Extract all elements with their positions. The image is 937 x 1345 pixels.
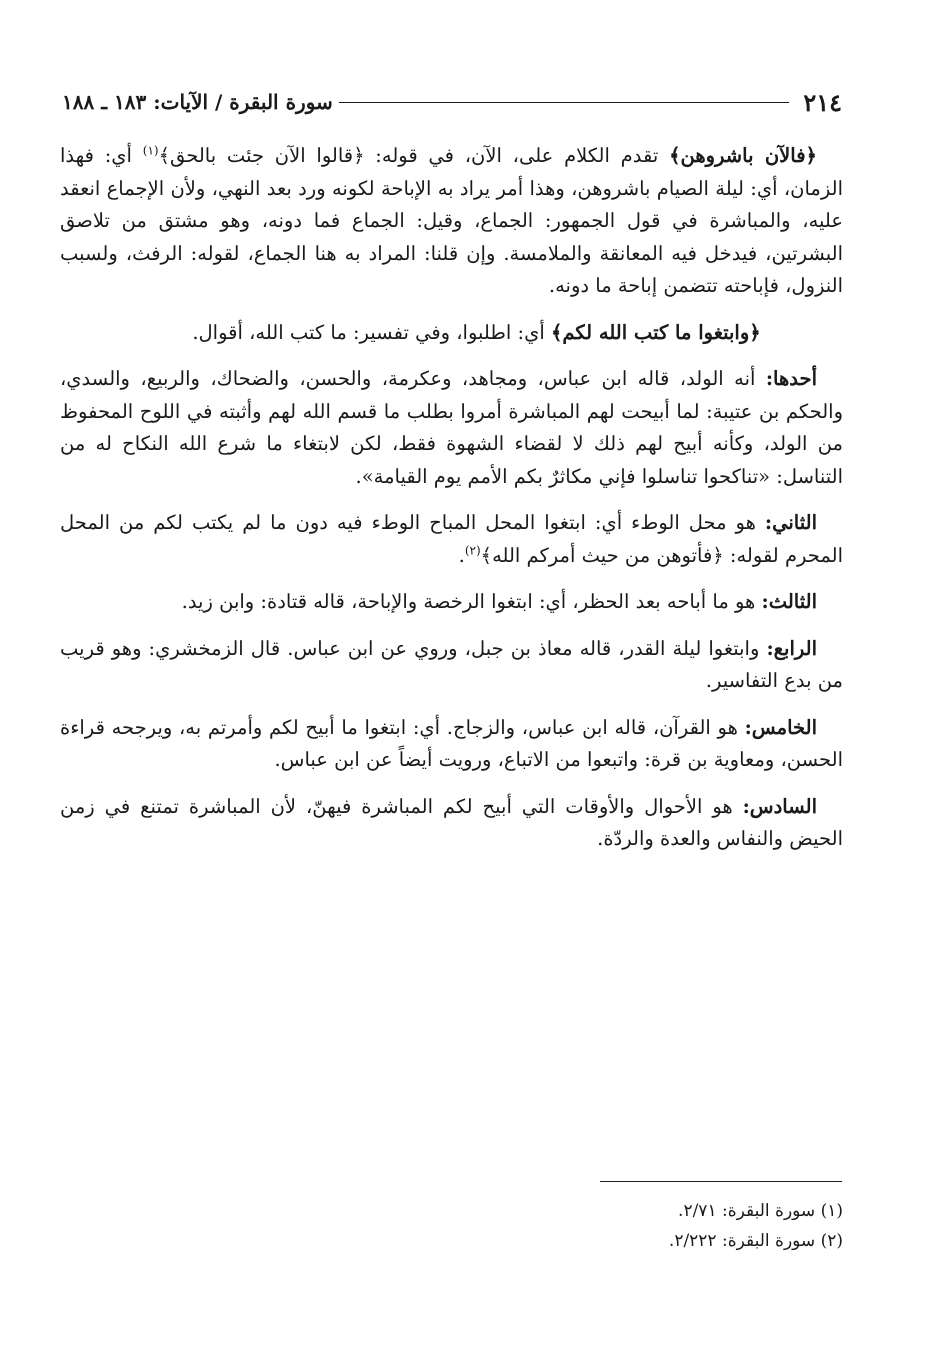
paragraph-fal-an (60, 140, 843, 303)
paragraph-text: أنه الولد، قاله ابن عباس، ومجاهد، وعكرمة، والحسن، والضحاك، والربيع، والسدي، والحكم بن عتيبة: لما أبيحت لهم المباشرة أمروا بطلب ما قسم الله لهم وأثبته في اللوح المحفوظ من الولد، وكأنه أبيح لهم ذلك لا لقضاء الشهوة فقط، لكن لابتغاء ما شرع الله النكاح له من التناسل: «تناكحوا تناسلوا فإني مكاثرٌ بكم الأمم يوم القيامة». (60, 367, 843, 488)
opinion-label: الخامس: (744, 715, 817, 739)
footnote-1: (١) سورة البقرة: ٢/٧١. (678, 1201, 843, 1221)
paragraph-fourth-opinion (60, 633, 843, 698)
page-body (60, 140, 843, 870)
paragraph-text: هو ما أباحه بعد الحظر، أي: ابتغوا الرخصة والإباحة، قاله قتادة: وابن زيد. (181, 590, 762, 613)
paragraph-text: تقدم الكلام على، الآن، في قوله: ﴿قالوا الآن جئت بالحق﴾ (158, 144, 670, 167)
page-header (62, 82, 842, 122)
paragraph-wabtaghu (60, 317, 843, 350)
opinion-label: الرابع: (766, 636, 817, 660)
paragraph-text: أي: اطلبوا، وفي تفسير: ما كتب الله، أقوال. (192, 320, 551, 344)
footnote-marker: (١) (142, 143, 159, 158)
paragraph-text: هو القرآن، قاله ابن عباس، والزجاج. أي: ابتغوا ما أبيح لكم وأمرتم به، ويرجحه قراءة الحسن، ومعاوية بن قرة: واتبعوا من الاتباع، ورويت أيضاً عن ابن عباس. (60, 715, 843, 771)
paragraph-second-opinion (60, 507, 843, 572)
paragraph-text: هو الأحوال والأوقات التي أبيح لكم المباشرة فيهنّ، لأن المباشرة تمتنع في زمن الحيض والنفاس والعدة والردّة. (60, 794, 843, 850)
footnotes (60, 1196, 843, 1256)
paragraph-text: وابتغوا ليلة القدر، قاله معاذ بن جبل، وروي عن ابن عباس. قال الزمخشري: وهو قريب من بدع التفاسير. (60, 636, 843, 692)
paragraph-text: هو محل الوطء أي: ابتغوا المحل المباح الوطء فيه دون ما لم يكتب لكم من المحل المحرم لقوله: ﴿فأتوهن من حيث أمركم الله﴾ (60, 511, 843, 567)
footnote-2: (٢) سورة البقرة: ٢/٢٢٢. (668, 1231, 843, 1251)
paragraph-text: . (458, 543, 465, 567)
opinion-label: الثالث: (761, 590, 817, 613)
paragraph-third-opinion (60, 586, 843, 619)
running-title: سورة البقرة / الآيات: ١٨٣ ـ ١٨٨ (62, 90, 333, 114)
footnote-separator (600, 1181, 842, 1182)
opinion-label: السادس: (742, 794, 817, 818)
paragraph-fifth-opinion (60, 712, 843, 777)
paragraph-sixth-opinion (60, 791, 843, 856)
footnote-marker: (٢) (464, 543, 481, 557)
verse-quote: ﴿فالآن باشروهن﴾ (669, 144, 817, 167)
verse-quote: ﴿وابتغوا ما كتب الله لكم﴾ (550, 320, 761, 344)
opinion-label: الثاني: (764, 511, 817, 534)
header-rule (339, 102, 790, 103)
opinion-label: أحدها: (765, 367, 817, 390)
paragraph-text: أي: فهذا الزمان، أي: ليلة الصيام باشروهن، وهذا أمر يراد به الإباحة لكونه ورد بعد النهي، ولأن الإجماع انعقد عليه، والمباشرة في قول الجمهور: الجماع، وقيل: الجماع فما دونه، وهو مشتق من تلاصق البشرتين، فيدخل فيه المعانقة والملامسة. وإن قلنا: المراد به هنا الجماع، لقوله: الرفث، ولسبب النزول، فإباحته تتضمن إباحة ما دونه. (60, 144, 843, 297)
page-number: ٢١٤ (803, 87, 842, 117)
paragraph-first-opinion (60, 363, 843, 493)
